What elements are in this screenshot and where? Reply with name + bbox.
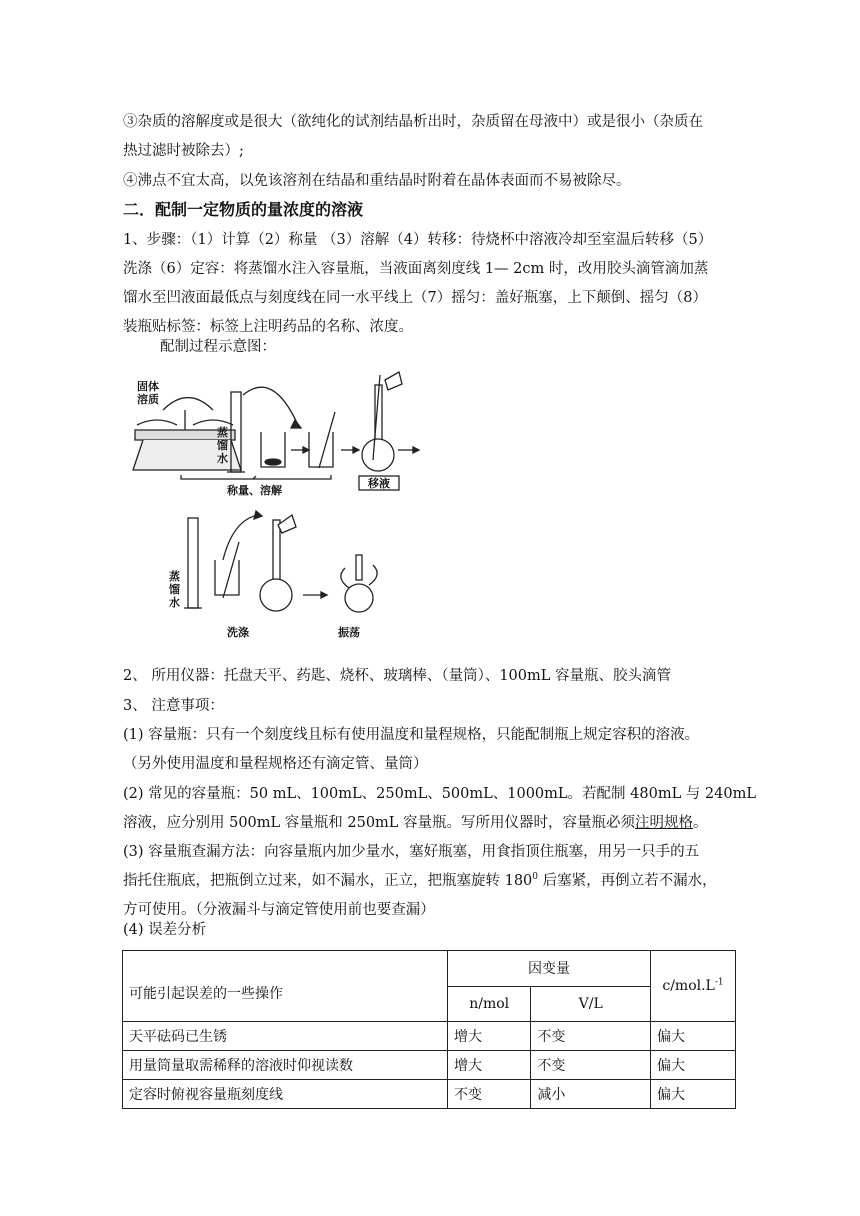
cell-n: 不变 xyxy=(448,1080,531,1109)
table-row xyxy=(123,1022,736,1051)
note-2-underlined: 注明规格 xyxy=(635,815,694,831)
note-2-line-1: (2) 常见的容量瓶：50 mL、100mL、250mL、500mL、1000mL。若配制 480mL 与 240mL xyxy=(123,786,756,802)
note-1-line-2: （另外使用温度和量程规格还有滴定管、量筒） xyxy=(123,756,428,772)
header-c-sup: -1 xyxy=(714,977,724,988)
header-c-text: c/mol.L xyxy=(662,978,715,994)
cell-c: 偏大 xyxy=(651,1051,736,1080)
note-3-line-1: (3) 容量瓶查漏方法：向容量瓶内加少量水，塞好瓶塞，用食指顶住瓶塞，用另一只手的五 xyxy=(123,844,700,860)
notes-title: 3、 注意事项： xyxy=(123,698,224,714)
header-operation: 可能引起误差的一些操作 xyxy=(123,951,448,1022)
cell-n: 增大 xyxy=(448,1022,531,1051)
label-shake: 振荡 xyxy=(338,626,360,639)
note-3-pre: 指托住瓶底，把瓶倒立过来，如不漏水，正立，把瓶塞旋转 180 xyxy=(123,873,533,889)
note-2-text: 溶液，应分别用 500mL 容量瓶和 250mL 容量瓶。写所用仪器时，容量瓶必须 xyxy=(123,815,636,831)
preparation-diagram xyxy=(123,370,443,655)
cell-c: 偏大 xyxy=(651,1022,736,1051)
instruments-line: 2、 所用仪器：托盘天平、药匙、烧杯、玻璃棒、（量筒）、100mL 容量瓶、胶头滴管 xyxy=(123,668,671,684)
cell-v: 不变 xyxy=(531,1022,651,1051)
label-water-b2: 馏 xyxy=(169,583,180,596)
note-3-degree: 0 xyxy=(532,872,539,883)
paragraph-impurity-solubility-cont: 热过滤时被除去）; xyxy=(123,143,244,159)
label-water-b1: 蒸 xyxy=(169,570,180,583)
label-wash: 洗涤 xyxy=(227,626,249,639)
label-water-3: 水 xyxy=(217,452,228,465)
steps-line-2: 洗涤（6）定容：将蒸馏水注入容量瓶，当液面离刻度线 1— 2cm 时，改用胶头滴管滴加蒸 xyxy=(123,261,709,277)
label-weigh-dissolve: 称量、溶解 xyxy=(227,484,282,497)
paragraph-boiling-point: ④沸点不宜太高，以免该溶剂在结晶和重结晶时附着在晶体表面而不易被除尽。 xyxy=(123,173,631,189)
cell-n: 增大 xyxy=(448,1051,531,1080)
cell-v: 减小 xyxy=(531,1080,651,1109)
table-header-row xyxy=(123,951,736,987)
label-transfer: 移液 xyxy=(368,477,390,490)
note-2-line-2 xyxy=(123,813,708,833)
steps-line-4: 装瓶贴标签：标签上注明药品的名称、浓度。 xyxy=(123,319,413,335)
note-3-line-3: 方可使用。（分液漏斗与滴定管使用前也要查漏） xyxy=(123,902,435,918)
note-2-end: 。 xyxy=(693,815,708,831)
table-row xyxy=(123,1051,736,1080)
cell-c: 偏大 xyxy=(651,1080,736,1109)
steps-line-3: 馏水至凹液面最低点与刻度线在同一水平线上（7）摇匀：盖好瓶塞，上下颠倒、摇匀（8） xyxy=(123,290,707,306)
label-water-b3: 水 xyxy=(169,596,180,609)
diagram-caption: 配制过程示意图： xyxy=(160,339,276,355)
cell-op: 用量筒量取需稀释的溶液时仰视读数 xyxy=(123,1051,448,1080)
label-solid-2: 溶质 xyxy=(137,393,159,406)
section-title: 二．配制一定物质的量浓度的溶液 xyxy=(123,200,364,219)
table-row xyxy=(123,1080,736,1109)
note-3-line-2 xyxy=(123,871,717,891)
steps-line-1: 1、步骤：（1）计算（2）称量 （3）溶解（4）转移：待烧杯中溶液冷却至室温后转移（5） xyxy=(123,232,713,248)
header-concentration xyxy=(651,951,736,1022)
cell-v: 不变 xyxy=(531,1051,651,1080)
label-solid-1: 固体 xyxy=(137,380,159,393)
note-3-post: 后塞紧，再倒立若不漏水， xyxy=(538,873,717,889)
cell-op: 天平砝码已生锈 xyxy=(123,1022,448,1051)
note-4-title: (4) 误差分析 xyxy=(123,922,207,938)
header-v: V/L xyxy=(531,986,651,1022)
label-water-2: 馏 xyxy=(217,439,228,452)
header-dependent: 因变量 xyxy=(448,951,651,987)
label-water-1: 蒸 xyxy=(217,426,228,439)
error-analysis-table xyxy=(122,950,736,1109)
note-1-line-1: (1) 容量瓶：只有一个刻度线且标有使用温度和量程规格，只能配制瓶上规定容积的溶液。 xyxy=(123,727,700,743)
header-n: n/mol xyxy=(448,986,531,1022)
paragraph-impurity-solubility: ③杂质的溶解度或是很大（欲纯化的试剂结晶析出时，杂质留在母液中）或是很小（杂质在 xyxy=(123,114,703,130)
cell-op: 定容时俯视容量瓶刻度线 xyxy=(123,1080,448,1109)
